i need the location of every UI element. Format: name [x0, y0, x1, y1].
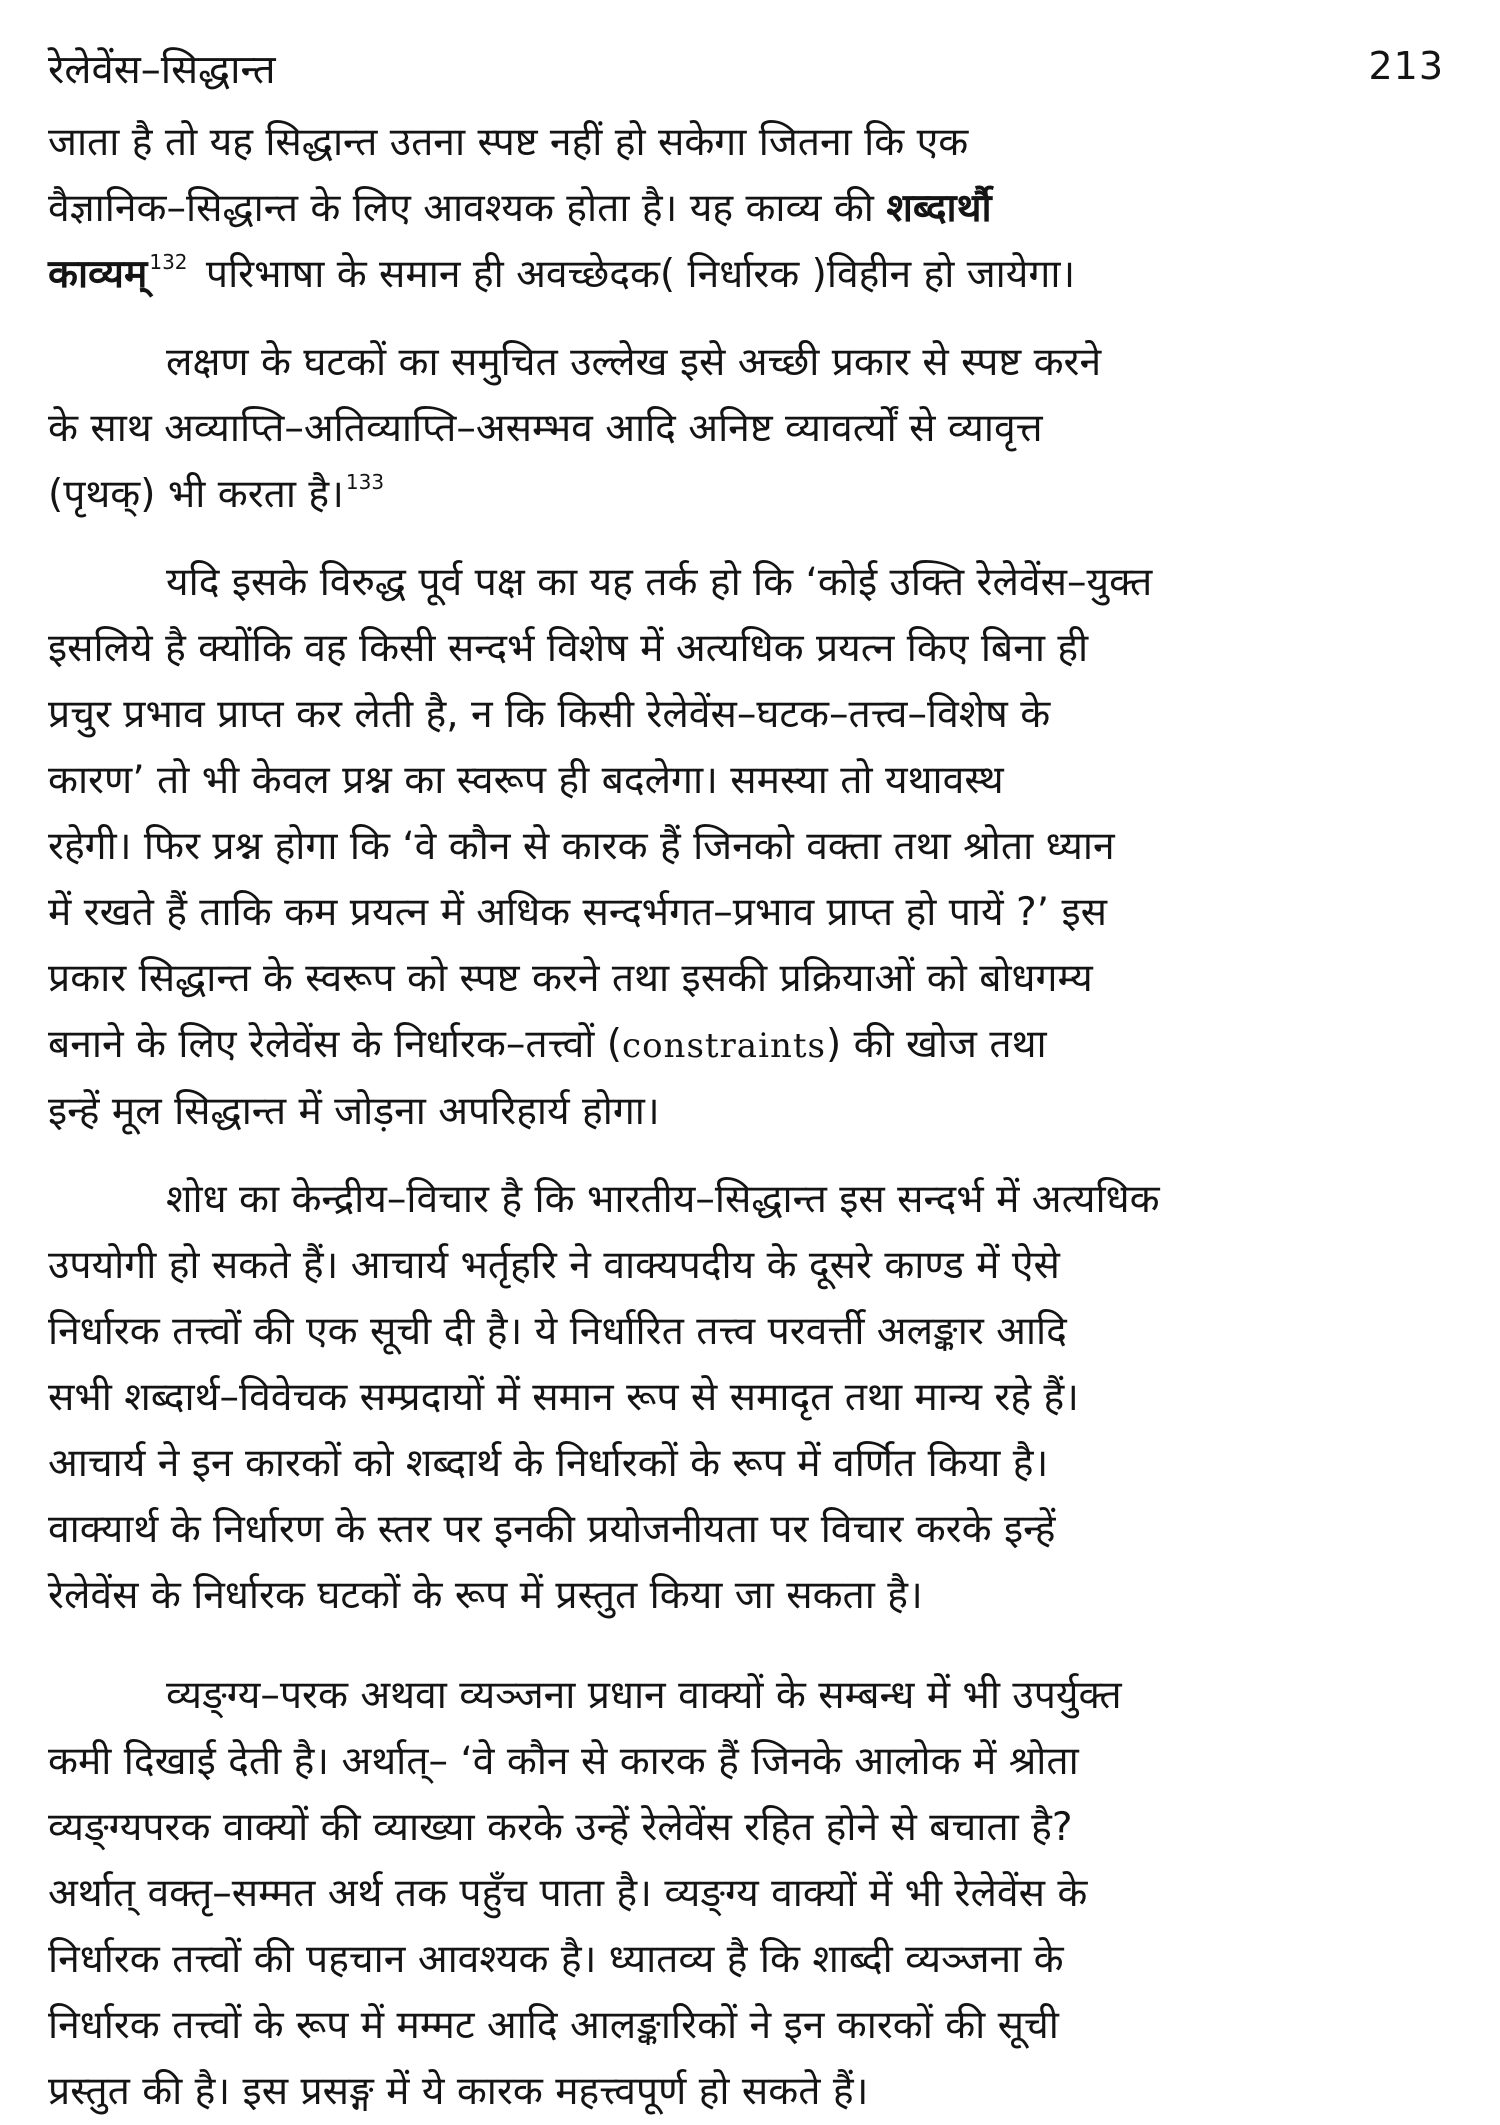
text-line: इसलिये है क्योंकि वह किसी सन्दर्भ विशेष में अत्यधिक प्रयत्न किए बिना ही — [48, 626, 1089, 671]
text-line: निर्धारक तत्त्वों की पहचान आवश्यक है। ध्यातव्य है कि शाब्दी व्यञ्जना के — [48, 1937, 1064, 1982]
text-line: इन्हें मूल सिद्धान्त में जोड़ना अपरिहार्य होगा। — [48, 1089, 660, 1134]
text-line: यदि इसके विरुद्ध पूर्व पक्ष का यह तर्क हो कि ‘कोई उक्ति रेलेवेंस–युक्त — [166, 560, 1153, 605]
text-line: में रखते हैं ताकि कम प्रयत्न में अधिक सन्दर्भगत–प्रभाव प्राप्त हो पायें ?’ इस — [48, 890, 1107, 935]
paragraph-2 — [48, 330, 1458, 528]
text-line: जाता है तो यह सिद्धान्त उतना स्पष्ट नहीं हो सकेगा जितना कि एक — [48, 120, 969, 165]
running-header — [48, 40, 1458, 110]
text-line: अर्थात् वक्तृ–सम्मत अर्थ तक पहुँच पाता है। व्यङ्ग्य वाक्यों में भी रेलेवेंस के — [48, 1871, 1088, 1916]
footnote-ref-133: 133 — [345, 470, 385, 494]
text-line: उपयोगी हो सकते हैं। आचार्य भर्तृहरि ने वाक्यपदीय के दूसरे काण्ड में ऐसे — [48, 1243, 1060, 1288]
text-line — [48, 462, 1458, 528]
text-line: शोध का केन्द्रीय–विचार है कि भारतीय–सिद्धान्त इस सन्दर्भ में अत्यधिक — [166, 1177, 1160, 1222]
text-line: प्रस्तुत की है। इस प्रसङ्ग में ये कारक महत्त्वपूर्ण हो सकते हैं। — [48, 2069, 869, 2114]
text-line: कारण’ तो भी केवल प्रश्न का स्वरूप ही बदलेगा। समस्या तो यथावस्थ — [48, 758, 1004, 803]
text-run: परिभाषा के समान ही अवच्छेदक( निर्धारक )विहीन हो जायेगा। — [193, 252, 1076, 297]
bold-term: शब्दार्थौ — [886, 186, 992, 231]
text-line: आचार्य ने इन कारकों को शब्दार्थ के निर्धारकों के रूप में वर्णित किया है। — [48, 1441, 1049, 1486]
text-line: प्रचुर प्रभाव प्राप्त कर लेती है, न कि किसी रेलेवेंस–घटक–तत्त्व–विशेष के — [48, 692, 1051, 737]
text-line: लक्षण के घटकों का समुचित उल्लेख इसे अच्छी प्रकार से स्पष्ट करने — [166, 340, 1102, 385]
text-line: निर्धारक तत्त्वों की एक सूची दी है। ये निर्धारित तत्त्व परवर्त्ती अलङ्कार आदि — [48, 1309, 1067, 1354]
text-line — [48, 1012, 1458, 1079]
text-line — [48, 242, 1458, 308]
text-line: व्यङ्ग्यपरक वाक्यों की व्याख्या करके उन्हें रेलेवेंस रहित होने से बचाता है? — [48, 1805, 1073, 1850]
text-line: रहेगी। फिर प्रश्न होगा कि ‘वे कौन से कारक हैं जिनको वक्ता तथा श्रोता ध्यान — [48, 824, 1115, 869]
footnote-ref-132: 132 — [149, 250, 188, 274]
text-line: कमी दिखाई देती है। अर्थात्– ‘वे कौन से कारक हैं जिनके आलोक में श्रोता — [48, 1739, 1079, 1784]
text-line — [48, 176, 1458, 242]
text-line: व्यङ्ग्य–परक अथवा व्यञ्जना प्रधान वाक्यों के सम्बन्ध में भी उपर्युक्त — [166, 1673, 1122, 1718]
text-run: ) की खोज तथा — [825, 1022, 1047, 1067]
page-number: 213 — [1368, 44, 1444, 88]
text-line: वाक्यार्थ के निर्धारण के स्तर पर इनकी प्रयोजनीयता पर विचार करके इन्हें — [48, 1507, 1056, 1552]
paragraph-5 — [48, 1663, 1458, 2125]
chapter-title: रेलेवेंस–सिद्धान्त — [48, 47, 276, 93]
paragraph-1 — [48, 110, 1458, 308]
paragraph-3 — [48, 550, 1458, 1145]
text-line: निर्धारक तत्त्वों के रूप में मम्मट आदि आलङ्कारिकों ने इन कारकों की सूची — [48, 2003, 1059, 2048]
text-line: सभी शब्दार्थ–विवेचक सम्प्रदायों में समान रूप से समादृत तथा मान्य रहे हैं। — [48, 1375, 1079, 1420]
text-run: बनाने के लिए रेलेवेंस के निर्धारक–तत्त्वों ( — [48, 1022, 623, 1067]
bold-term: काव्यम् — [48, 252, 148, 297]
text-line: रेलेवेंस के निर्धारक घटकों के रूप में प्रस्तुत किया जा सकता है। — [48, 1573, 923, 1618]
text-run: वैज्ञानिक–सिद्धान्त के लिए आवश्यक होता है। यह काव्य की — [48, 186, 887, 231]
text-line: प्रकार सिद्धान्त के स्वरूप को स्पष्ट करने तथा इसकी प्रक्रियाओं को बोधगम्य — [48, 956, 1093, 1001]
paragraph-4 — [48, 1167, 1458, 1629]
english-term: constraints — [622, 1026, 826, 1066]
text-line: के साथ अव्याप्ति–अतिव्याप्ति–असम्भव आदि अनिष्ट व्यावर्त्यों से व्यावृत्त — [48, 406, 1043, 451]
text-run: (पृथक्) भी करता है। — [48, 472, 344, 517]
